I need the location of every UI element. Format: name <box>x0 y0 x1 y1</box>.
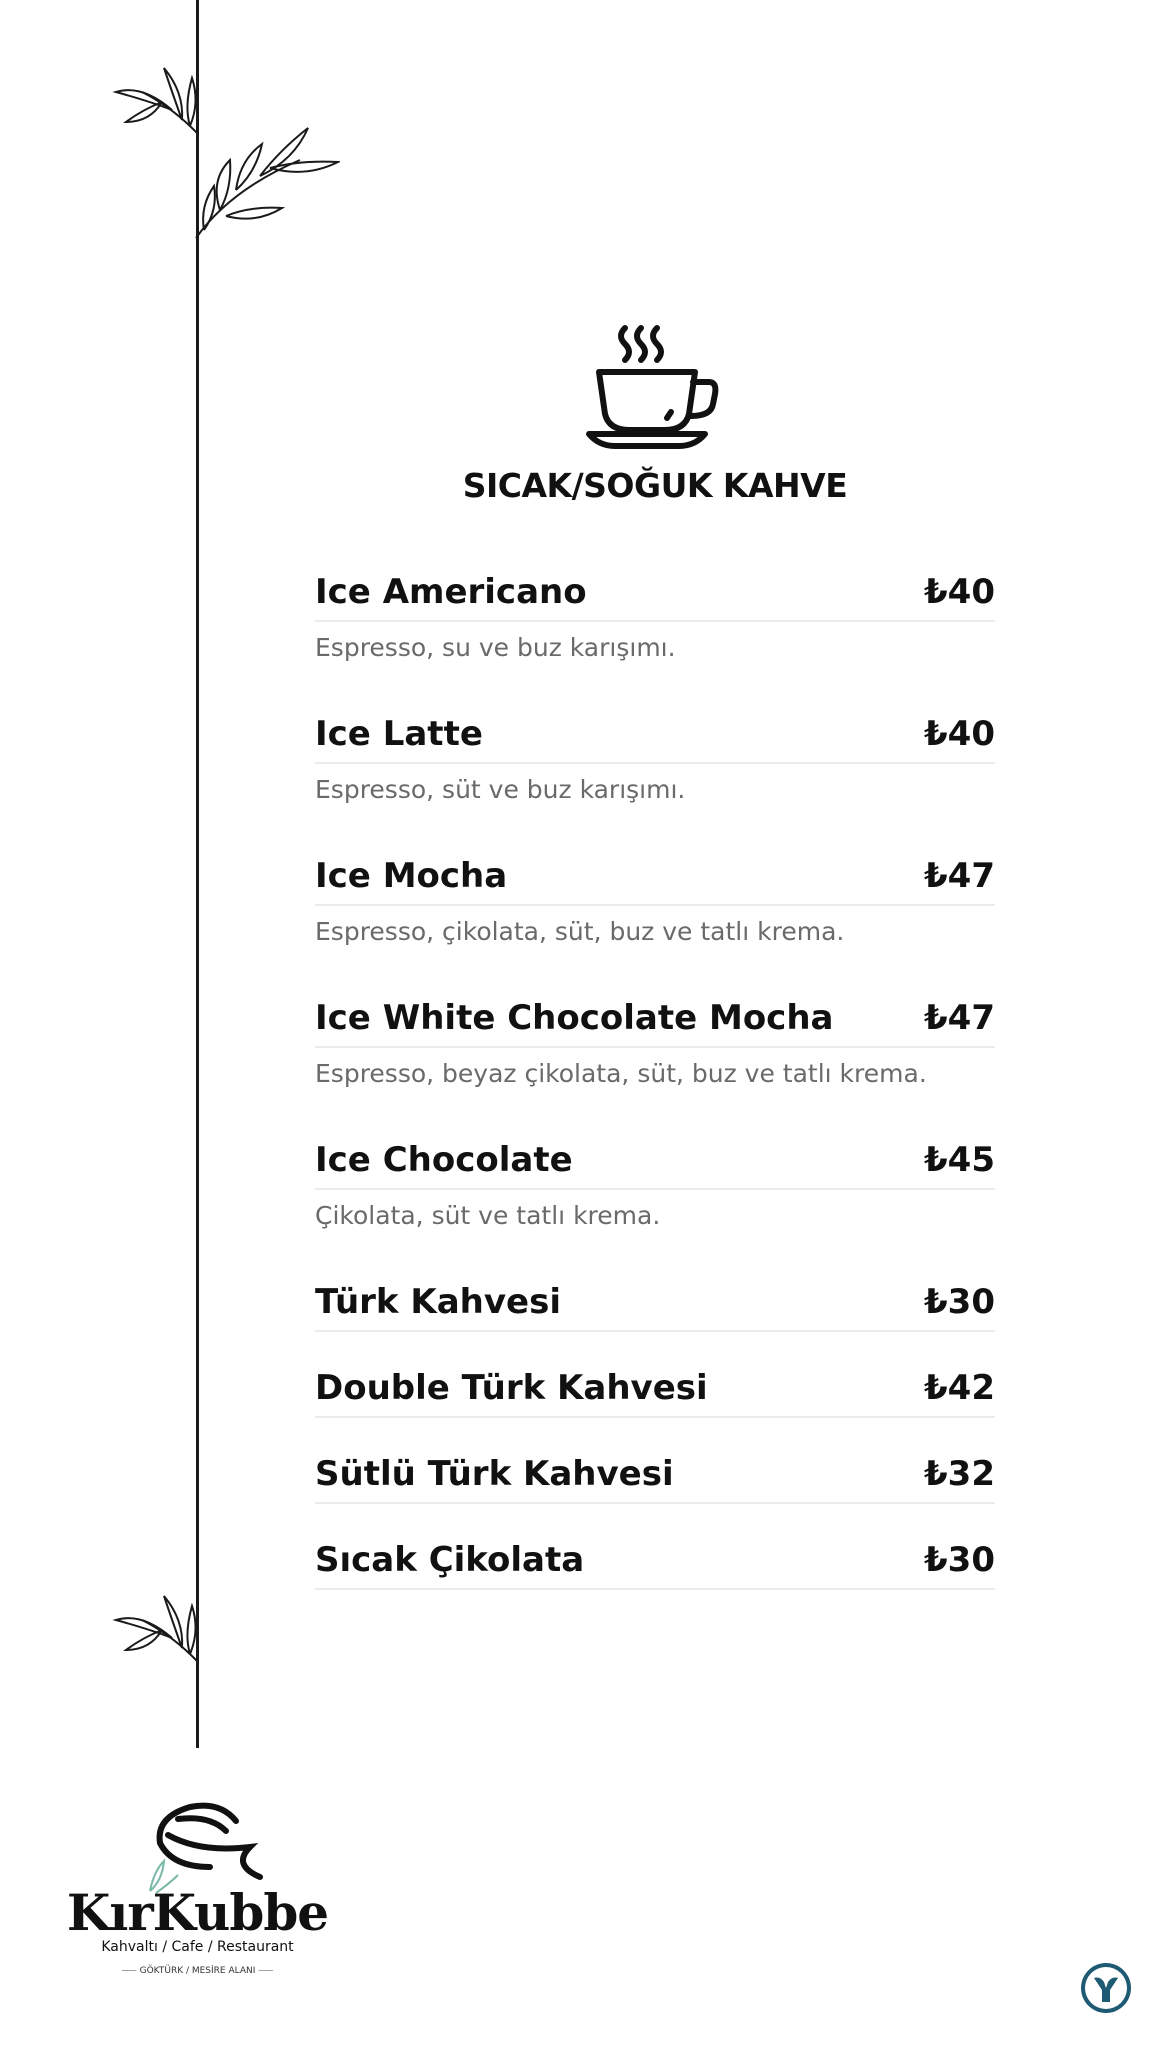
menu-item-description: Espresso, çikolata, süt, buz ve tatlı krema. <box>315 917 845 946</box>
leaf-branch-icon <box>190 120 340 250</box>
menu-item-name: Ice Chocolate <box>315 1140 573 1180</box>
menu-item-name: Ice Mocha <box>315 856 508 896</box>
menu-item-row <box>315 1452 995 1504</box>
menu-item-row <box>315 1138 995 1190</box>
menu-item-row <box>315 1280 995 1332</box>
menu-item-row <box>315 854 995 906</box>
menu-item-row <box>315 1366 995 1418</box>
menu-item <box>315 1452 995 1538</box>
section-title: SICAK/SOĞUK KAHVE <box>462 466 848 505</box>
menu-item-name: Ice White Chocolate Mocha <box>315 998 834 1038</box>
menu-item-price: ₺40 <box>924 714 995 754</box>
logo-tagline: Kahvaltı / Cafe / Restaurant <box>101 1939 294 1955</box>
menu-item-name: Ice Americano <box>315 572 587 612</box>
menu-item-description: Espresso, süt ve buz karışımı. <box>315 775 686 804</box>
menu-item-price: ₺30 <box>924 1282 995 1322</box>
coffee-cup-icon <box>585 322 725 452</box>
menu-item-description: Espresso, beyaz çikolata, süt, buz ve tatlı krema. <box>315 1059 927 1088</box>
logo-location-dash-icon: ⸺ <box>258 1966 274 1976</box>
menu-item <box>315 854 995 996</box>
menu-item <box>315 570 995 712</box>
menu-item-price: ₺40 <box>924 572 995 612</box>
menu-item <box>315 1280 995 1366</box>
menu-item <box>315 1366 995 1452</box>
menu-item-price: ₺32 <box>924 1454 995 1494</box>
logo-location <box>60 1963 335 1976</box>
menu-item-row <box>315 996 995 1048</box>
menu-item-name: Double Türk Kahvesi <box>315 1368 708 1408</box>
menu-item-price: ₺47 <box>924 856 995 896</box>
leaf-branch-icon <box>112 1590 202 1670</box>
menu-item-description: Çikolata, süt ve tatlı krema. <box>315 1201 661 1230</box>
menu-item <box>315 1138 995 1280</box>
menu-item-name: Sıcak Çikolata <box>315 1540 585 1580</box>
logo-location-text: GÖKTÜRK / MESİRE ALANI <box>139 1966 256 1976</box>
logo-location-dash-icon: ⸺ <box>121 1966 137 1976</box>
decorative-stem-line <box>196 0 199 1748</box>
menu-item-description: Espresso, su ve buz karışımı. <box>315 633 676 662</box>
menu-item <box>315 1538 995 1624</box>
menu-item-row <box>315 712 995 764</box>
menu-item-price: ₺45 <box>924 1140 995 1180</box>
menu-item-price: ₺42 <box>924 1368 995 1408</box>
menu-item-price: ₺47 <box>924 998 995 1038</box>
logo-emblem-icon <box>60 1795 335 1895</box>
menu-item <box>315 712 995 854</box>
logo-name: KırKubbe <box>66 1883 329 1942</box>
app-badge-icon[interactable] <box>1080 1962 1132 2014</box>
menu-item <box>315 996 995 1138</box>
menu-item-row <box>315 570 995 622</box>
leaf-branch-icon <box>112 62 202 142</box>
menu-list <box>315 570 995 1624</box>
menu-item-row <box>315 1538 995 1590</box>
menu-item-price: ₺30 <box>924 1540 995 1580</box>
menu-item-name: Sütlü Türk Kahvesi <box>315 1454 674 1494</box>
menu-item-name: Türk Kahvesi <box>315 1282 561 1322</box>
menu-item-name: Ice Latte <box>315 714 483 754</box>
restaurant-logo <box>60 1795 335 1990</box>
